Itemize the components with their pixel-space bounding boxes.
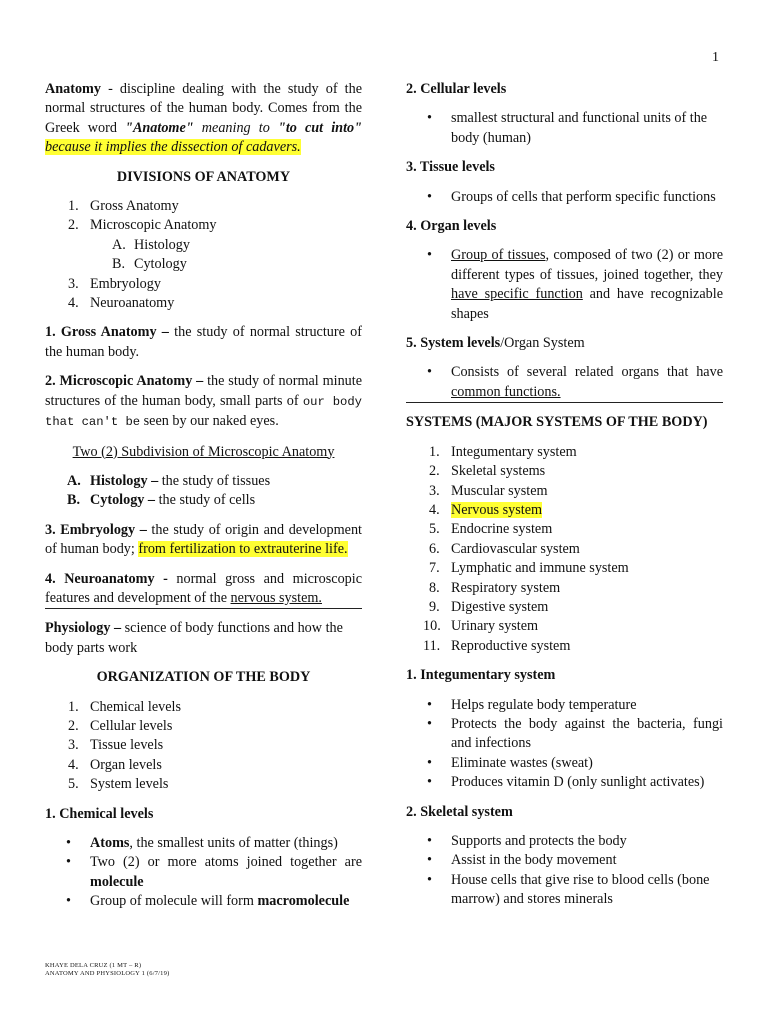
- organization-heading: ORGANIZATION OF THE BODY: [96, 669, 311, 686]
- list-item: A. Histology: [112, 236, 190, 253]
- list-item: • Groups of cells that perform specific functions: [406, 188, 723, 207]
- list-item: 7. Lymphatic and immune system: [429, 560, 629, 577]
- list-item: 1. Integumentary system: [429, 443, 577, 460]
- integumentary-list: [406, 696, 723, 793]
- organ-levels-heading: 4. Organ levels: [406, 218, 497, 235]
- highlight-nervous-system: Nervous system: [451, 501, 543, 518]
- list-item: 6. Cardiovascular system: [429, 540, 580, 557]
- list-item: 1. Gross Anatomy: [68, 198, 179, 215]
- system-levels-heading: 5. System levels/Organ System: [406, 335, 585, 352]
- tissue-levels-list: [406, 188, 723, 207]
- list-item: 3. Tissue levels: [68, 737, 164, 754]
- list-item: • Two (2) or more atoms joined together are molecule: [66, 854, 362, 890]
- footer: [45, 962, 169, 978]
- list-item: A. Histology – the study of tissues: [67, 472, 271, 489]
- neuroanatomy-definition: 4. Neuroanatomy - normal gross and microscopic features and development of the nervous system.: [45, 570, 362, 610]
- bullet-icon: •: [427, 833, 432, 849]
- list-item: • Consists of several related organs that have common functions.: [427, 364, 723, 400]
- highlight-fertilization: from fertilization to extrauterine life.: [138, 541, 348, 558]
- highlight-cadavers: because it implies the dissection of cadavers.: [45, 139, 301, 156]
- systems-list: [406, 443, 723, 656]
- bullet-icon: •: [427, 715, 432, 732]
- list-item: 4. Nervous system: [429, 501, 543, 518]
- list-item: 10. Urinary system: [423, 618, 539, 635]
- system-levels-list: [406, 363, 723, 403]
- list-item: • Assist in the body movement: [406, 851, 723, 870]
- list-item: • smallest structural and functional units of the body (human): [427, 110, 708, 146]
- list-item: 3. Embryology: [68, 275, 161, 292]
- list-item: • Group of tissues, composed of two (2) or more different types of tissues, joined together, they have specific function and have recognizable shapes: [427, 247, 723, 322]
- bullet-icon: •: [427, 696, 432, 713]
- list-item: • House cells that give rise to blood cells (bone marrow) and stores minerals: [427, 871, 710, 908]
- footer-author: KHAYE DELA CRUZ (1 MT – R): [45, 962, 142, 969]
- bullet-icon: •: [427, 852, 432, 869]
- bullet-icon: •: [427, 871, 432, 888]
- skeletal-heading: 2. Skeletal system: [406, 803, 513, 820]
- list-item: 2. Cellular levels: [68, 717, 173, 734]
- organ-levels-list: [406, 246, 723, 324]
- bullet-icon: •: [427, 364, 432, 381]
- chemical-levels-heading: 1. Chemical levels: [45, 805, 154, 822]
- right-column: [406, 80, 723, 910]
- bullet-icon: •: [427, 247, 432, 264]
- list-item: 8. Respiratory system: [429, 579, 561, 596]
- list-item: • Atoms, the smallest units of matter (things): [45, 834, 362, 853]
- list-item: 2. Microscopic Anatomy: [68, 217, 217, 234]
- list-item: • Supports and protects the body: [406, 832, 723, 851]
- cellular-levels-heading: 2. Cellular levels: [406, 81, 507, 97]
- list-item: B. Cytology – the study of cells: [67, 492, 256, 509]
- list-item: • Eliminate wastes (sweat): [406, 754, 723, 773]
- list-item: 4. Neuroanatomy: [68, 295, 175, 312]
- list-item: • Protects the body against the bacteria, fungi and infections: [427, 715, 723, 752]
- microscopic-anatomy-definition: 2. Microscopic Anatomy – the study of normal minute structures of the human body, small parts of our body that can't be seen by our naked eyes.: [45, 373, 362, 430]
- page-number: 1: [712, 50, 719, 65]
- bullet-icon: •: [66, 854, 71, 871]
- list-item: • Helps regulate body temperature: [406, 696, 723, 715]
- list-item: 9. Digestive system: [429, 598, 549, 615]
- subdivision-title: Two (2) Subdivision of Microscopic Anatomy: [72, 443, 335, 460]
- cellular-levels-list: [406, 109, 723, 148]
- bullet-icon: •: [427, 110, 432, 127]
- systems-heading: SYSTEMS (MAJOR SYSTEMS OF THE BODY): [406, 414, 708, 431]
- list-item: B. Cytology: [112, 256, 187, 273]
- anatomy-definition: Anatomy - discipline dealing with the study of the normal structures of the human body. Comes from the Greek word "Anatome" meaning to "to cut into" because it implies the dissection of cadavers.: [45, 81, 362, 156]
- bullet-icon: •: [66, 893, 71, 910]
- divisions-heading: DIVISIONS OF ANATOMY: [116, 168, 291, 185]
- left-column: [45, 80, 362, 912]
- list-item: 5. Endocrine system: [429, 521, 553, 538]
- integumentary-heading: 1. Integumentary system: [406, 667, 556, 684]
- list-item: • Produces vitamin D (only sunlight activates): [406, 773, 723, 792]
- bullet-icon: •: [427, 774, 432, 791]
- physiology-definition: Physiology – science of body functions and how the body parts work: [45, 620, 343, 656]
- list-item: 5. System levels: [68, 776, 169, 793]
- organization-list: [45, 698, 362, 795]
- subdivision-list: [45, 472, 362, 511]
- list-item: • Group of molecule will form macromolecule: [45, 892, 362, 911]
- embryology-definition: 3. Embryology – the study of origin and development of human body; from fertilization to extrauterine life.: [45, 521, 362, 558]
- list-item: 4. Organ levels: [68, 756, 162, 773]
- list-item: 3. Muscular system: [429, 482, 548, 499]
- bullet-icon: •: [66, 835, 71, 851]
- list-item: 1. Chemical levels: [68, 698, 182, 715]
- footer-course: ANATOMY AND PHYSIOLOGY 1 (6/7/19): [45, 970, 170, 977]
- tissue-levels-heading: 3. Tissue levels: [406, 159, 495, 176]
- gross-anatomy-definition: 1. Gross Anatomy – the study of normal structure of the human body.: [45, 324, 362, 360]
- list-item: 2. Skeletal systems: [429, 463, 546, 480]
- skeletal-list: [406, 832, 723, 910]
- divisions-list: [45, 197, 362, 313]
- bullet-icon: •: [427, 188, 432, 205]
- bullet-icon: •: [427, 754, 432, 771]
- chemical-levels-list: [45, 834, 362, 912]
- list-item: 11. Reproductive system: [423, 637, 571, 654]
